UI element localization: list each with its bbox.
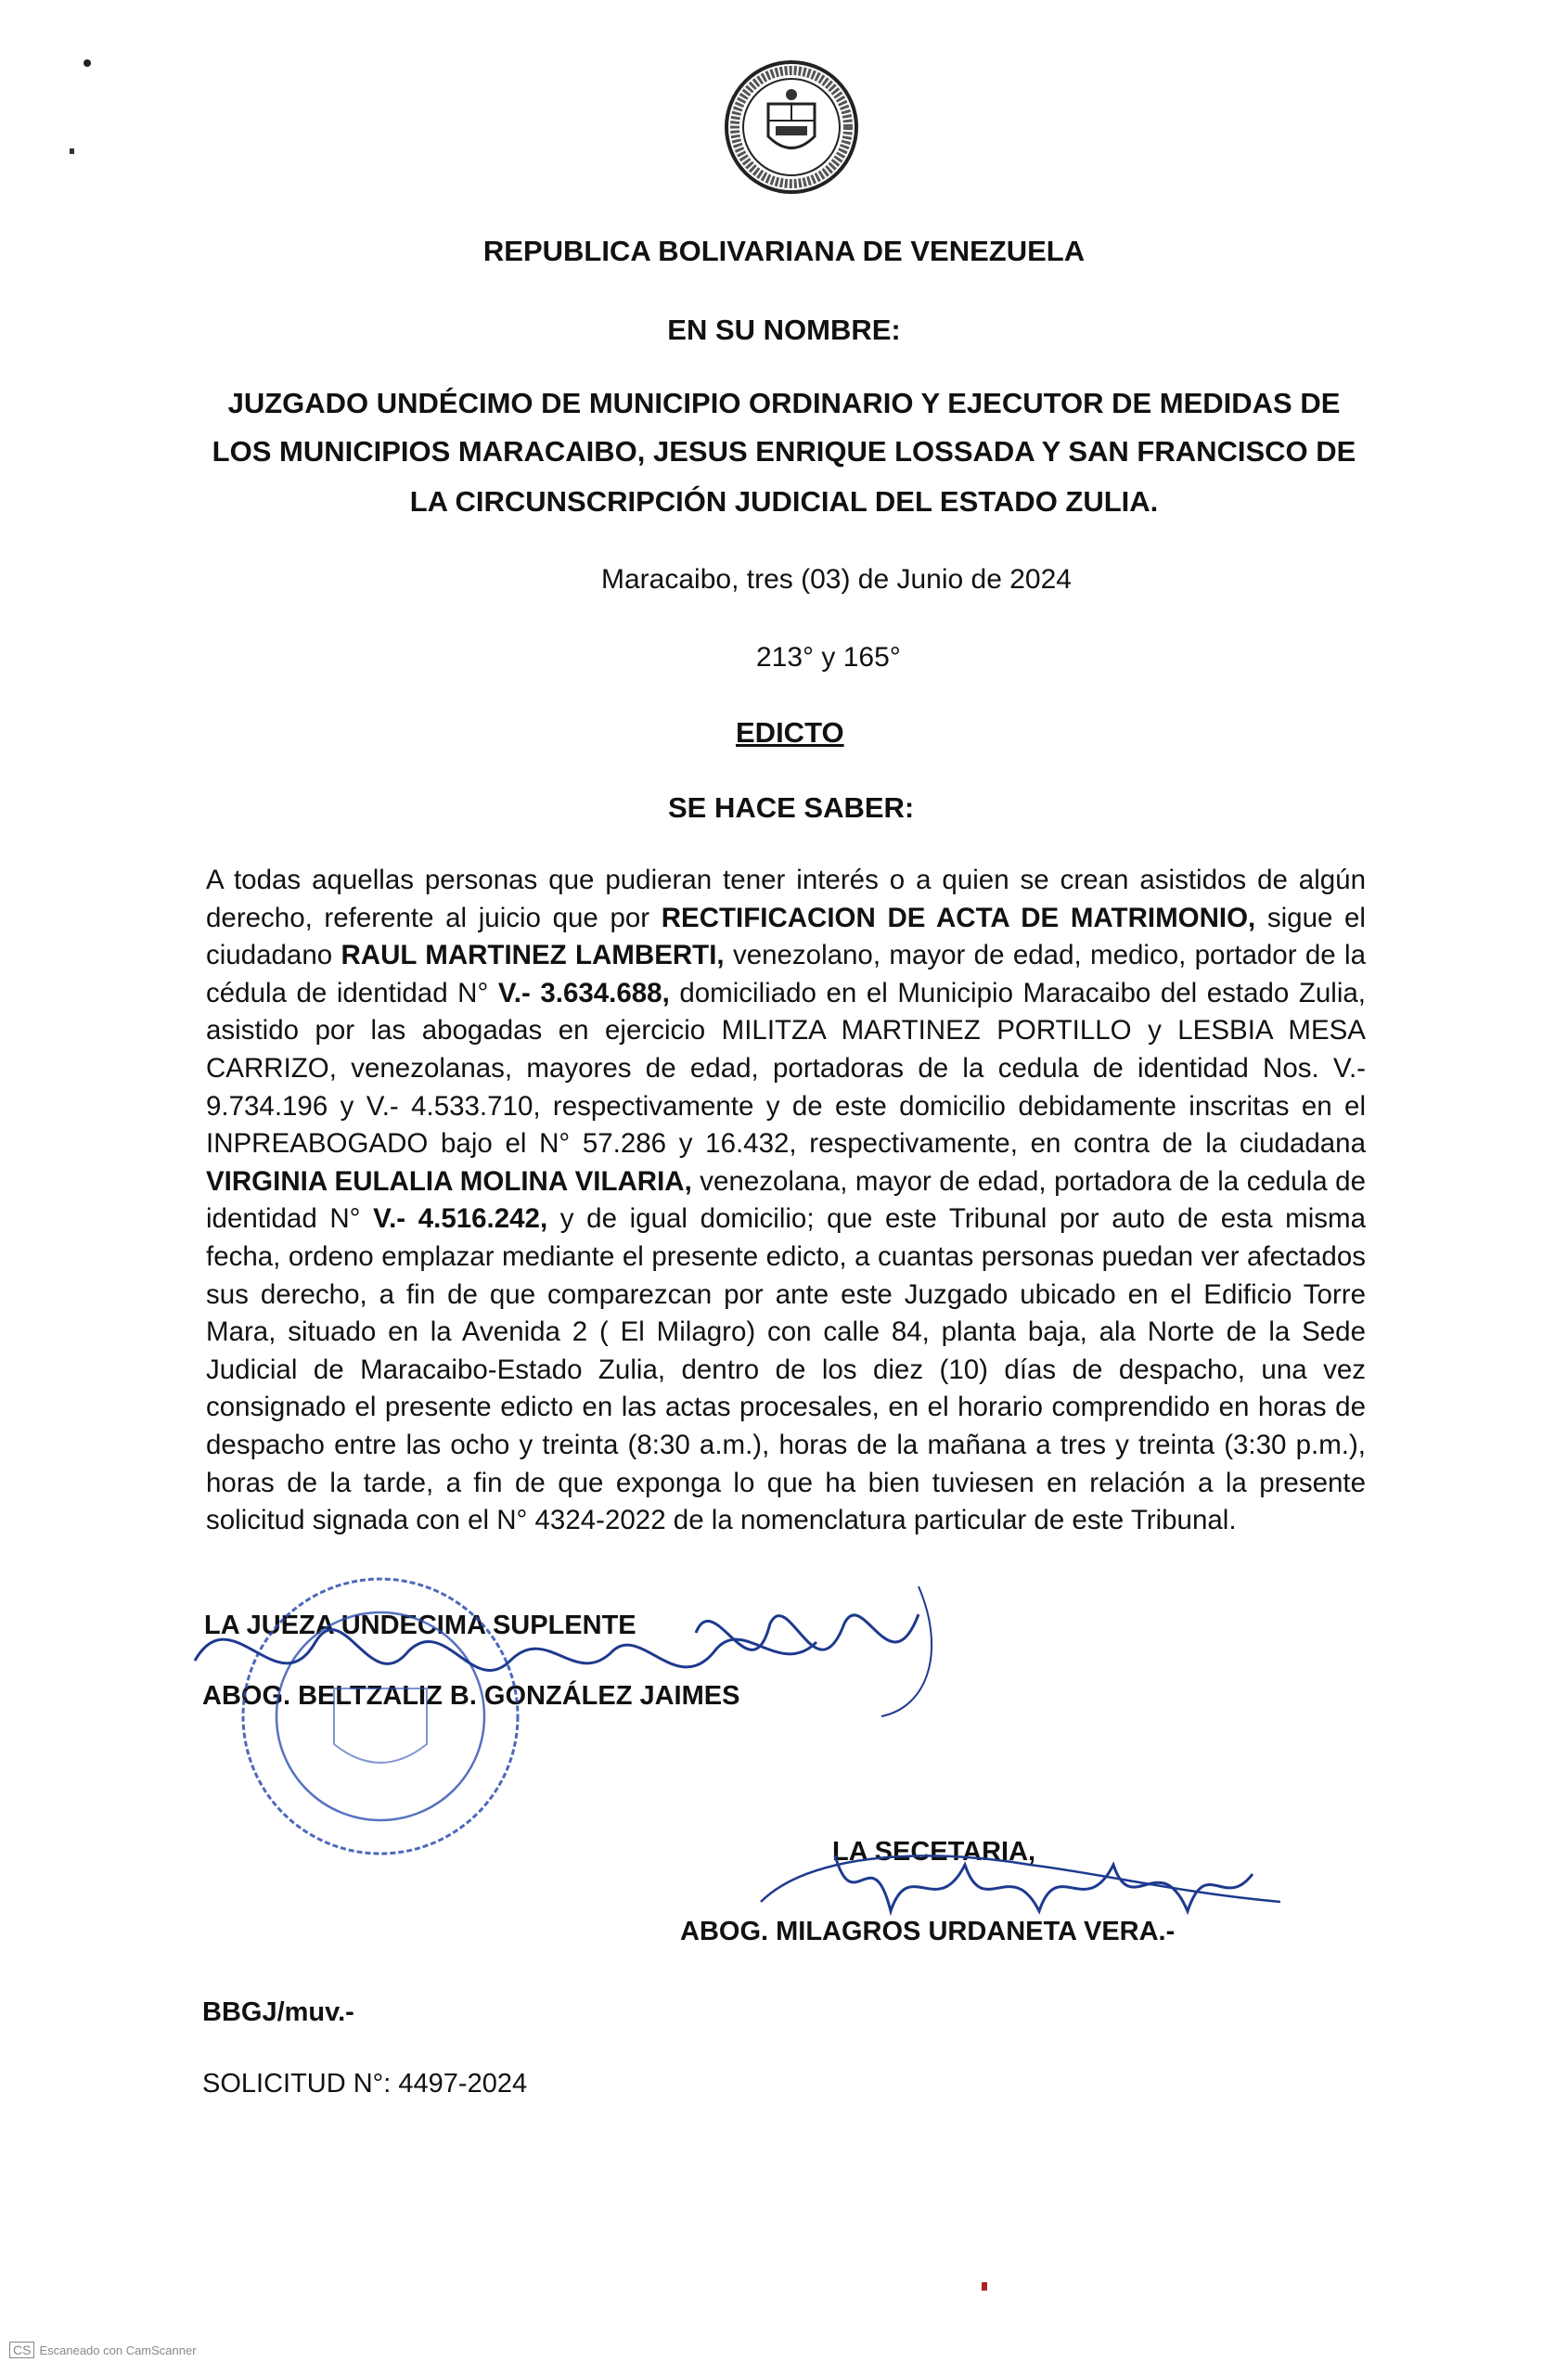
secretary-title: LA SECETARIA, [832, 1837, 1036, 1867]
se-hace-saber: SE HACE SABER: [668, 791, 915, 824]
body-text-1: A todas aquellas personas que pudieran tener interés o a quien se crean asistidos de algún derecho, referente al juicio que por [206, 865, 1366, 933]
scanner-watermark [9, 2342, 197, 2358]
document-date: Maracaibo, tres (03) de Junio de 2024 [601, 564, 1072, 595]
secretary-name: ABOG. MILAGROS URDANETA VERA.- [680, 1917, 1176, 1946]
scan-speck [982, 2282, 987, 2291]
body-text-6: y de igual domicilio; que este Tribunal por auto de esta misma fecha, ordeno emplazar mediante el presente edicto, a cuantas personas puedan ver afectados sus derecho, a fin de que comparezcan por ante este Juzgado ubicado en el Edificio Torre Mara, situado en la Avenida 2 ( El Milagro) con calle 84, planta baja, ala Norte de la Sede Judicial de Maracaibo-Estado Zulia, dentro de los diez (10) días de despacho, una vez consignado el presente edicto en las actas procesales, en el horario comprendido en horas de despacho entre las ocho y treinta (8:30 a.m.), horas de la mañana a tres y treinta (3:30 p.m.), horas de la tarde, a fin de que exponga lo que ha bien tuviesen en relación a la presente solicitud signada con el N° 4324-2022 de la nomenclatura particular de este Tribunal. [206, 1203, 1366, 1536]
court-name-line-1: JUZGADO UNDÉCIMO DE MUNICIPIO ORDINARIO Y EJECUTOR DE MEDIDAS DE [227, 387, 1341, 419]
body-text-2: sigue el ciudadano [206, 902, 1366, 971]
years-of-independence: 213° y 165° [756, 642, 901, 673]
court-name-line-2: LOS MUNICIPIOS MARACAIBO, JESUS ENRIQUE LOSSADA Y SAN FRANCISCO DE [212, 435, 1356, 468]
body-bold-plaintiff: RAUL MARTINEZ LAMBERTI, [341, 940, 725, 971]
initials: BBGJ/muv.- [202, 1997, 354, 2027]
secretary-signature-icon [733, 1818, 1290, 1948]
en-su-nombre: EN SU NOMBRE: [667, 314, 901, 346]
court-name-line-3: LA CIRCUNSCRIPCIÓN JUDICIAL DEL ESTADO ZULIA. [409, 485, 1159, 518]
country-heading: REPUBLICA BOLIVARIANA DE VENEZUELA [482, 235, 1086, 267]
edict-body [206, 862, 1366, 1540]
body-bold-defendant: VIRGINIA EULALIA MOLINA VILARIA, [206, 1165, 692, 1197]
body-bold-defendant-id: V.- 4.516.242, [373, 1203, 548, 1235]
judge-name: ABOG. BELTZALIZ B. GONZÁLEZ JAIMES [202, 1681, 740, 1711]
judge-signature-icon [176, 1559, 974, 1726]
body-text-3: venezolano, mayor de edad, medico, portador de la cédula de identidad N° [206, 940, 1366, 1008]
judge-title: LA JUEZA UNDECIMA SUPLENTE [204, 1611, 636, 1640]
body-bold-case-type: RECTIFICACION DE ACTA DE MATRIMONIO, [661, 902, 1256, 933]
scan-speck [84, 59, 91, 67]
camscanner-badge: CS [9, 2342, 34, 2358]
body-text-4: domiciliado en el Municipio Maracaibo del estado Zulia, asistido por las abogadas en ejercicio MILITZA MARTINEZ PORTILLO y LESBIA MESA CARRIZO, venezolanas, mayores de edad, portadoras de la cedula de identidad Nos. V.- 9.734.196 y V.- 4.533.710, respectivamente y de este domicilio debidamente inscritas en el INPREABOGADO bajo el N° 57.286 y 16.432, respectivamente, en contra de la ciudadana [206, 977, 1366, 1160]
body-text-5: venezolana, mayor de edad, portadora de la cedula de identidad N° [206, 1165, 1366, 1235]
camscanner-label: Escaneado con CamScanner [39, 2343, 197, 2357]
scan-speck [70, 148, 74, 154]
solicitud-number: SOLICITUD N°: 4497-2024 [202, 2069, 528, 2099]
body-bold-plaintiff-id: V.- 3.634.688, [497, 977, 670, 1008]
edicto-title: EDICTO [736, 716, 844, 749]
tribunal-seal-icon [722, 58, 861, 197]
